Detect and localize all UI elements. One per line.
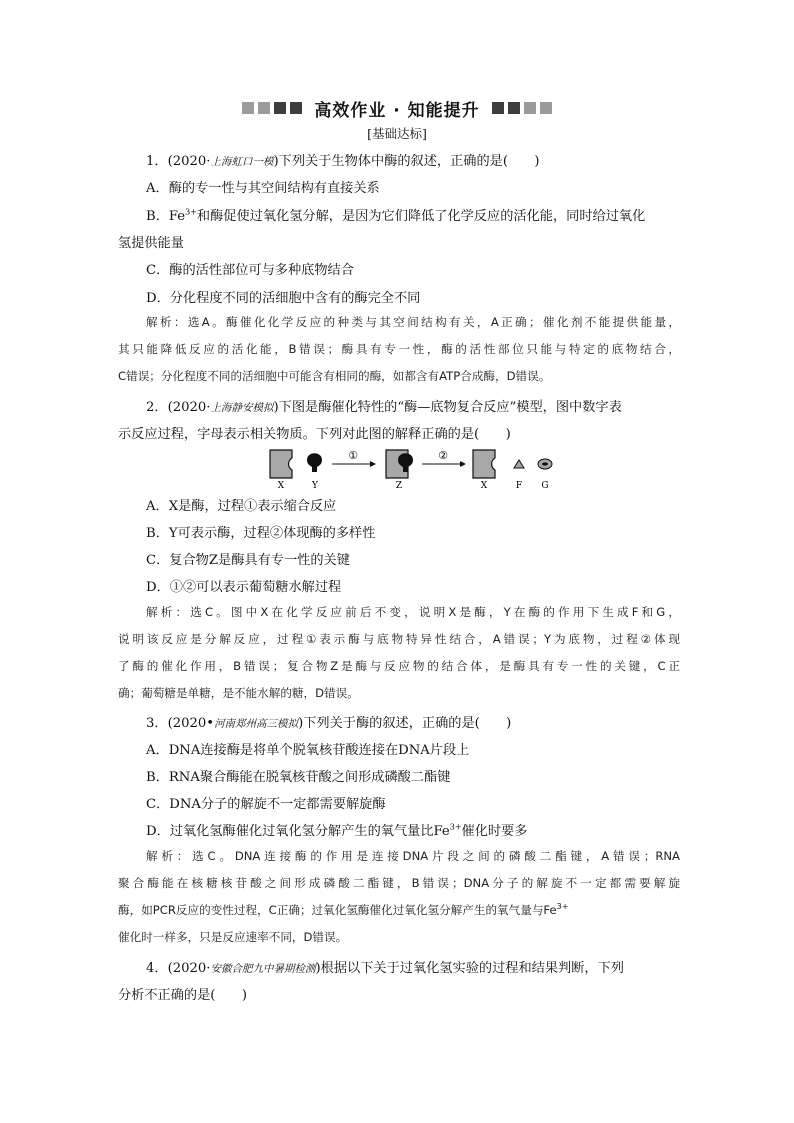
q1-option-b-pre: B．Fe <box>146 209 186 224</box>
label-f: F <box>515 481 523 490</box>
q3-stem-text: )下列关于酶的叙述，正确的是( ) <box>298 716 512 731</box>
decor-square <box>540 102 552 114</box>
q3-option-a: A．DNA连接酶是将单个脱氧核苷酸连接在DNA片段上 <box>146 743 470 758</box>
q4-number: 4．(2020· <box>146 961 211 976</box>
label-x-after: X <box>480 481 488 490</box>
q3-source: 河南郑州高三模拟 <box>214 718 299 730</box>
substrate-y-shape <box>307 453 322 472</box>
label-y: Y <box>312 481 318 490</box>
q1-option-a: A．酶的专一性与其空间结构有直接关系 <box>146 181 380 196</box>
product-g-shape <box>538 459 552 469</box>
step-1-label: ① <box>348 449 358 462</box>
q3-option-b: B．RNA聚合酶能在脱氧核苷酸之间形成磷酸二酯键 <box>146 770 451 785</box>
q2-analysis-4: 确；葡萄糖是单糖，是不能水解的糖，D错误。 <box>118 686 359 700</box>
decor-square <box>508 102 520 114</box>
q3-number: 3．(2020• <box>146 716 215 731</box>
page-title: 高效作业 · 知能提升 <box>314 100 480 121</box>
q1-option-c: C．酶的活性部位可与多种底物结合 <box>146 263 354 278</box>
decor-squares-right <box>492 102 552 114</box>
q1-stem <box>146 150 539 169</box>
q2-analysis-1: 解析：选C。图中X在化学反应前后不变，说明X是酶，Y在酶的作用下生成F和G， <box>146 605 680 619</box>
q3-analysis-1: 解析：选C。DNA连接酶的作用是连接DNA片段之间的磷酸二酯键，A错误；RNA <box>146 849 680 863</box>
q1-number: 1．(2020· <box>146 154 211 169</box>
q2-stem <box>146 396 622 415</box>
q2-stem-text: )下图是酶催化特性的“酶—底物复合反应”模型，图中数字表 <box>273 400 622 415</box>
q4-stem-text: )根据以下关于过氧化氢实验的过程和结果判断，下列 <box>315 961 624 976</box>
q3-analysis-3 <box>118 902 680 918</box>
q4-source: 安徽合肥九中暑期检测 <box>210 963 316 975</box>
q2-source: 上海静安模拟 <box>210 402 274 414</box>
q1-option-b <box>146 205 645 224</box>
decor-square <box>290 102 302 114</box>
decor-squares-left <box>242 102 302 114</box>
q1-option-d: D．分化程度不同的活细胞中含有的酶完全不同 <box>146 291 421 306</box>
decor-square <box>274 102 286 114</box>
step-2-label: ② <box>438 449 448 462</box>
q3-analysis-2: 聚合酶能在核糖核苷酸之间形成磷酸二酯键，B错误；DNA分子的解旋不一定都需要解旋 <box>118 876 680 890</box>
q1-analysis-3: C错误；分化程度不同的活细胞中可能含有相同的酶，如都含有ATP合成酶，D错误。 <box>118 369 551 383</box>
q1-option-b-sup: 3+ <box>185 207 197 217</box>
q2-option-a: A．X是酶，过程①表示缩合反应 <box>146 499 337 514</box>
q2-option-b: B．Y可表示酶，过程②体现酶的多样性 <box>146 526 376 541</box>
complex-z-shape <box>386 450 413 478</box>
q2-number: 2．(2020· <box>146 400 211 415</box>
enzyme-x-shape-after <box>473 450 495 478</box>
q2-option-d: D．①②可以表示葡萄糖水解过程 <box>146 580 342 595</box>
section-label: [基础达标] <box>367 126 427 141</box>
label-z: Z <box>395 481 403 490</box>
decor-square <box>492 102 504 114</box>
q3-option-d-sup: 3+ <box>449 822 462 832</box>
q3-analysis-3-text: 酶，如PCR反应的变性过程，C正确；过氧化氢酶催化过氧化氢分解产生的氧气量与Fe <box>118 903 557 917</box>
enzyme-x-shape <box>270 450 292 478</box>
q2-option-c: C．复合物Z是酶具有专一性的关键 <box>146 553 350 568</box>
q3-stem <box>146 712 511 731</box>
page-header <box>0 96 794 120</box>
q1-analysis-2: 其只能降低反应的活化能，B错误；酶具有专一性，酶的活性部位只能与特定的底物结合， <box>118 342 680 356</box>
label-x: X <box>277 481 285 490</box>
q3-option-d-pre: D．过氧化氢酶催化过氧化氢分解产生的氧气量比Fe <box>146 824 450 839</box>
q3-analysis-3-sup: 3+ <box>556 902 569 912</box>
q2-analysis-2: 说明该反应是分解反应，过程①表示酶与底物特异性结合，A错误；Y为底物，过程②体现 <box>118 632 680 646</box>
product-f-shape <box>514 460 524 468</box>
decor-square <box>524 102 536 114</box>
q2-analysis-3: 了酶的催化作用，B错误；复合物Z是酶与反应物的结合体，是酶具有专一性的关键，C正 <box>118 659 680 673</box>
q1-option-b-post: 和酶促使过氧化氢分解，是因为它们降低了化学反应的活化能，同时给过氧化 <box>196 209 646 224</box>
decor-square <box>258 102 270 114</box>
q1-source: 上海虹口一模 <box>210 156 274 168</box>
enzyme-substrate-diagram <box>260 446 560 490</box>
q1-option-b-cont: 氢提供能量 <box>118 236 184 251</box>
q3-option-c: C．DNA分子的解旋不一定都需要解旋酶 <box>146 797 386 812</box>
q3-option-d-post: 催化时要多 <box>461 824 528 839</box>
q4-stem <box>146 957 624 976</box>
q2-stem-cont: 示反应过程，字母表示相关物质。下列对此图的解释正确的是( ) <box>118 427 511 442</box>
decor-square <box>242 102 254 114</box>
q3-analysis-4: 催化时一样多，只是反应速率不同，D错误。 <box>118 930 348 944</box>
q1-stem-text: )下列关于生物体中酶的叙述，正确的是( ) <box>273 154 540 169</box>
q4-stem-cont: 分析不正确的是( ) <box>118 988 247 1003</box>
q3-option-d <box>146 820 527 839</box>
q1-analysis-1: 解析：选A。酶催化化学反应的种类与其空间结构有关，A正确；催化剂不能提供能量， <box>146 315 680 329</box>
label-g: G <box>541 481 549 490</box>
